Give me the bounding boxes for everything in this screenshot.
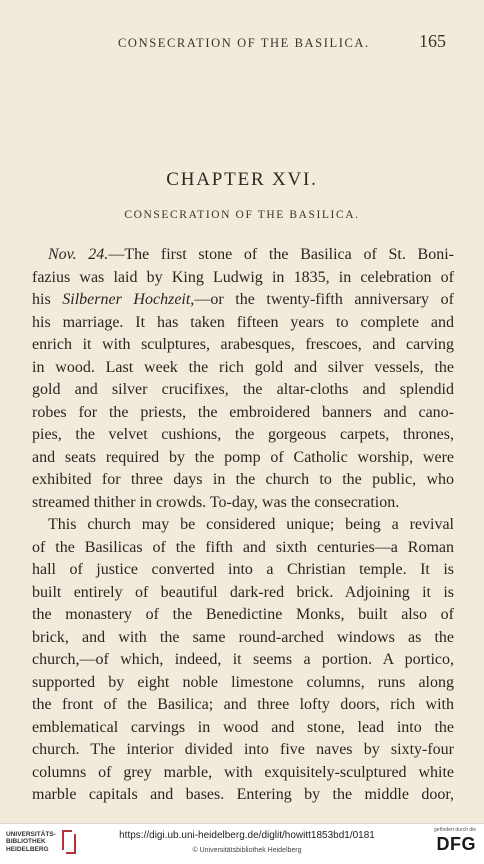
text-line: emblematical carvings in wood and stone, lead into the	[32, 718, 454, 736]
dfg-logo[interactable]: gefördert durch die DFG	[434, 827, 476, 854]
date-heading: Nov. 24.	[48, 246, 109, 263]
text-line: church,—of which, indeed, it seems a portion. A portico,	[32, 651, 454, 668]
text-line: gold and silver crucifixes, the altar-cloths and splendid	[32, 381, 454, 398]
text-line: built entirely of beautiful dark-red brick. Adjoining it is	[32, 583, 454, 601]
text-line: marble capitals and bases. Entering by the middle door,	[32, 786, 454, 803]
text-line: pies, the velvet cushions, the gorgeous carpets, thrones,	[32, 426, 454, 443]
copyright-notice: © Universitätsbibliothek Heidelberg	[192, 847, 302, 854]
text-line: Nov. 24.—The first stone of the Basilica of St. Boni-	[48, 246, 455, 263]
text-line: his marriage. It has taken fifteen years to complete and	[32, 313, 454, 331]
text-line: and seats required by the pomp of Catholic worship, were	[32, 448, 454, 466]
italic-title: Silberner Hochzeit,	[62, 291, 195, 308]
library-logo[interactable]: UNIVERSITÄTS- BIBLIOTHEK HEIDELBERG	[6, 830, 76, 854]
text-line: streamed thither in crowds. To-day, was the consecration.	[32, 493, 400, 511]
text-line: exhibited for three days in the church to the public, who	[32, 471, 454, 488]
viewer-footer	[0, 823, 484, 864]
chapter-title: CHAPTER XVI.	[166, 169, 318, 190]
text-line: his Silberner Hochzeit,—or the twenty-fifth anniversary of	[32, 291, 454, 308]
text-line: supported by eight noble limestone columns, runs along	[32, 673, 454, 691]
text-line: church. The interior divided into five naves by sixty-four	[32, 741, 454, 758]
text-line: of the Basilicas of the fifth and sixth centuries—a Roman	[32, 538, 454, 556]
text-line: the front of the Basilica; and three lofty doors, rich with	[32, 696, 454, 713]
text-line: in wood. Last week the rich gold and silver vessels, the	[32, 358, 454, 376]
text-line: enrich it with sculptures, arabesques, frescoes, and carving	[32, 336, 454, 353]
permalink-url[interactable]: https://digi.ub.uni-heidelberg.de/diglit/howitt1853bd1/0181	[119, 830, 375, 841]
chapter-subtitle: CONSECRATION OF THE BASILICA.	[124, 209, 360, 221]
library-emblem-icon	[62, 830, 76, 854]
text-line: brick, and with the same round-arched windows as the	[32, 628, 454, 646]
text-line: hall of justice converted into a Christian temple. It is	[32, 561, 454, 578]
text-line: fazius was laid by King Ludwig in 1835, in celebration of	[32, 268, 454, 286]
page-number: 165	[419, 31, 446, 51]
text-line: columns of grey marble, with exquisitely-sculptured white	[32, 763, 454, 781]
text-line: robes for the priests, the embroidered banners and cano-	[32, 403, 454, 421]
running-head: CONSECRATION OF THE BASILICA.	[118, 36, 370, 50]
body-text	[32, 244, 454, 807]
text-line: the monastery of the Benedictine Monks, built also of	[32, 606, 454, 623]
text-line: This church may be considered unique; being a revival	[48, 516, 454, 533]
